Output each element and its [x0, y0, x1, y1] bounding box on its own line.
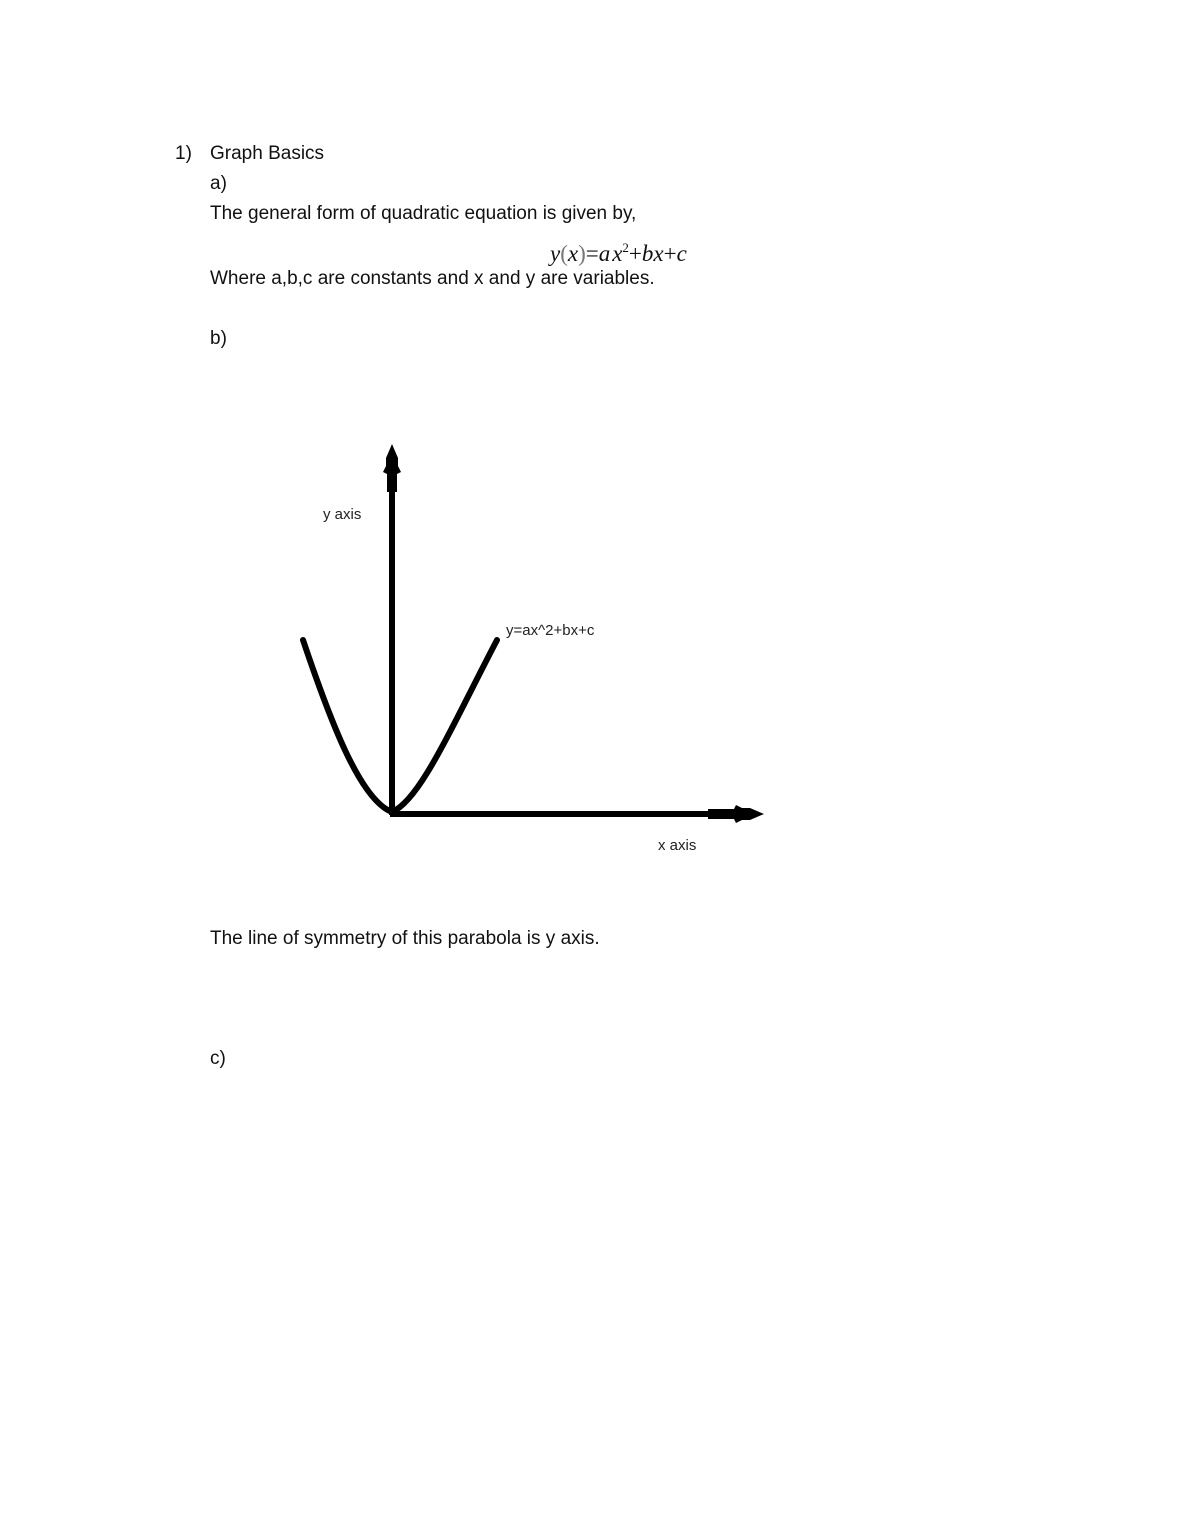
part-c-label: c): [210, 1048, 226, 1069]
x-axis-label: x axis: [658, 837, 697, 854]
part-b-conclusion: The line of symmetry of this parabola is y axis.: [210, 928, 600, 949]
question-number: 1): [175, 143, 192, 164]
part-b-label: b): [210, 328, 227, 349]
x-axis-arrow-icon: [708, 805, 764, 823]
eq-equals: =: [585, 241, 599, 266]
eq-bx: bx: [641, 241, 664, 266]
eq-lhs-var: y: [550, 241, 561, 266]
eq-x: x: [612, 241, 623, 266]
eq-paren-open: (: [560, 241, 568, 266]
parabola-curve: [303, 640, 497, 812]
eq-a: a: [598, 241, 611, 266]
part-a-intro: The general form of quadratic equation is given by,: [210, 203, 637, 224]
y-axis-arrow-icon: [383, 444, 401, 492]
eq-plus-2: +: [663, 241, 677, 266]
eq-c: c: [676, 241, 687, 266]
eq-paren-close: ): [578, 241, 586, 266]
eq-exponent: 2: [622, 240, 629, 255]
part-a-explanation: Where a,b,c are constants and x and y are variables.: [210, 268, 655, 289]
part-a-label: a): [210, 173, 227, 194]
question-title: Graph Basics: [210, 143, 325, 164]
eq-lhs-arg: x: [567, 241, 579, 266]
y-axis-label: y axis: [323, 506, 362, 523]
curve-label: y=ax^2+bx+c: [506, 622, 595, 639]
eq-plus-1: +: [628, 241, 642, 266]
